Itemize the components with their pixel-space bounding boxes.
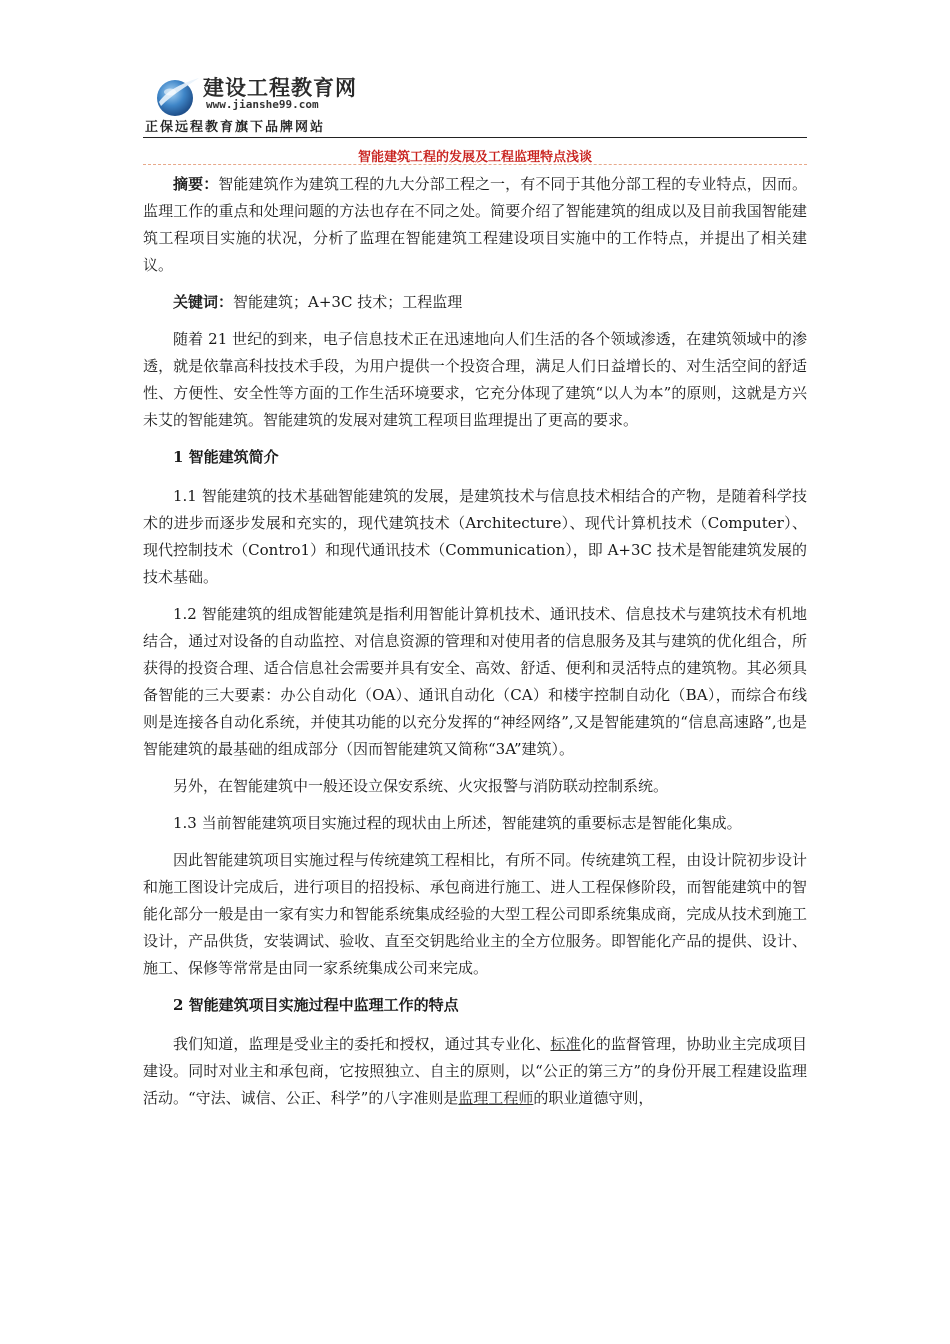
supervision-engineer-link[interactable]: 监理工程师 (458, 1089, 534, 1107)
keywords-text: 智能建筑；A+3C 技术；工程监理 (233, 293, 463, 311)
brand-url[interactable]: www.jianshe99.com (206, 98, 319, 111)
header-divider (143, 137, 807, 138)
abstract-text: 智能建筑作为建筑工程的九大分部工程之一，有不同于其他分部工程的专业特点，因而。监理工作的重点和处理问题的方法也存在不同之处。简要介绍了智能建筑的组成以及目前我国智能建筑工程项目实施的状况，分析了监理在智能建筑工程建设项目实施中的工作特点，并提出了相关建议。 (143, 175, 807, 274)
standard-link[interactable]: 标准 (550, 1035, 581, 1053)
paragraph-other-systems: 另外，在智能建筑中一般还设立保安系统、火灾报警与消防联动控制系统。 (173, 777, 669, 795)
supervision-text-c: 的职业道德守则， (533, 1089, 654, 1107)
paragraph-1-3: 1.3 当前智能建筑项目实施过程的现状由上所述，智能建筑的重要标志是智能化集成。 (173, 814, 742, 832)
keywords-label: 关键词： (173, 293, 234, 311)
paragraph-1-1: 1.1 智能建筑的技术基础智能建筑的发展，是建筑技术与信息技术相结合的产物，是随着科学技术的进步而逐步发展和充实的，现代建筑技术（Architecture）、现代计算机技术（Computer）、现代控制技术（Contro1）和现代通讯技术（Communication），即 A+3C 技术是智能建筑发展的技术基础。 (143, 487, 807, 586)
supervision-text-b: 化的监督管理，协助业主完成项目建设。同时对业主和承包商，它按照独立、自主的原则，以“公正的第三方”的身份开展工程建设监理活动。“守法、诚信、公正、科学”的八字准则是 (143, 1035, 807, 1107)
abstract-paragraph (143, 171, 807, 279)
intro-paragraph: 随着 21 世纪的到来，电子信息技术正在迅速地向人们生活的各个领域渗透，在建筑领域中的渗透，就是依靠高科技技术手段，为用户提供一个投资合理，满足人们日益增长的、对生活空间的舒适性、方便性、安全性等方面的工作生活环境要求，它充分体现了建筑“以人为本”的原则，这就是方兴未艾的智能建筑。智能建筑的发展对建筑工程项目监理提出了更高的要求。 (143, 330, 807, 429)
section-2-heading: 2 智能建筑项目实施过程中监理工作的特点 (173, 996, 459, 1014)
abstract-label: 摘要： (173, 175, 219, 193)
site-header (143, 60, 807, 140)
paragraph-supervision (143, 1031, 807, 1112)
document-title: 智能建筑工程的发展及工程监理特点浅谈 (357, 150, 592, 165)
paragraph-1-2: 1.2 智能建筑的组成智能建筑是指利用智能计算机技术、通讯技术、信息技术与建筑技术有机地结合，通过对设备的自动监控、对信息资源的管理和对使用者的信息服务及其与建筑的优化组合，所获得的投资合理、适合信息社会需要并具有安全、高效、舒适、便利和灵活特点的建筑物。其必须具备智能的三大要素：办公自动化（OA）、通讯自动化（CA）和楼宇控制自动化（BA），而综合布线则是连接各自动化系统，并使其功能的以充分发挥的“神经网络”,又是智能建筑的“信息高速路”,也是智能建筑的最基础的组成部分（因而智能建筑又简称“3A”建筑）。 (143, 605, 807, 758)
paragraph-comparison: 因此智能建筑项目实施过程与传统建筑工程相比，有所不同。传统建筑工程，由设计院初步设计和施工图设计完成后，进行项目的招投标、承包商进行施工、进人工程保修阶段，而智能建筑中的智能化部分一般是由一家有实力和智能系统集成经验的大型工程公司即系统集成商，完成从技术到施工设计，产品供货，安装调试、验收、直至交钥匙给业主的全方位服务。即智能化产品的提供、设计、施工、保修等常常是由同一家系统集成公司来完成。 (143, 851, 807, 977)
brand-name: 建设工程教育网 (203, 76, 357, 100)
article-body (143, 171, 807, 1122)
section-1-heading: 1 智能建筑简介 (173, 448, 279, 466)
supervision-text-a: 我们知道，监理是受业主的委托和授权，通过其专业化、 (173, 1035, 551, 1053)
globe-logo-icon (153, 72, 201, 120)
keywords-paragraph (143, 289, 807, 316)
brand-slogan: 正保远程教育旗下品牌网站 (145, 120, 326, 135)
title-divider (143, 164, 807, 165)
